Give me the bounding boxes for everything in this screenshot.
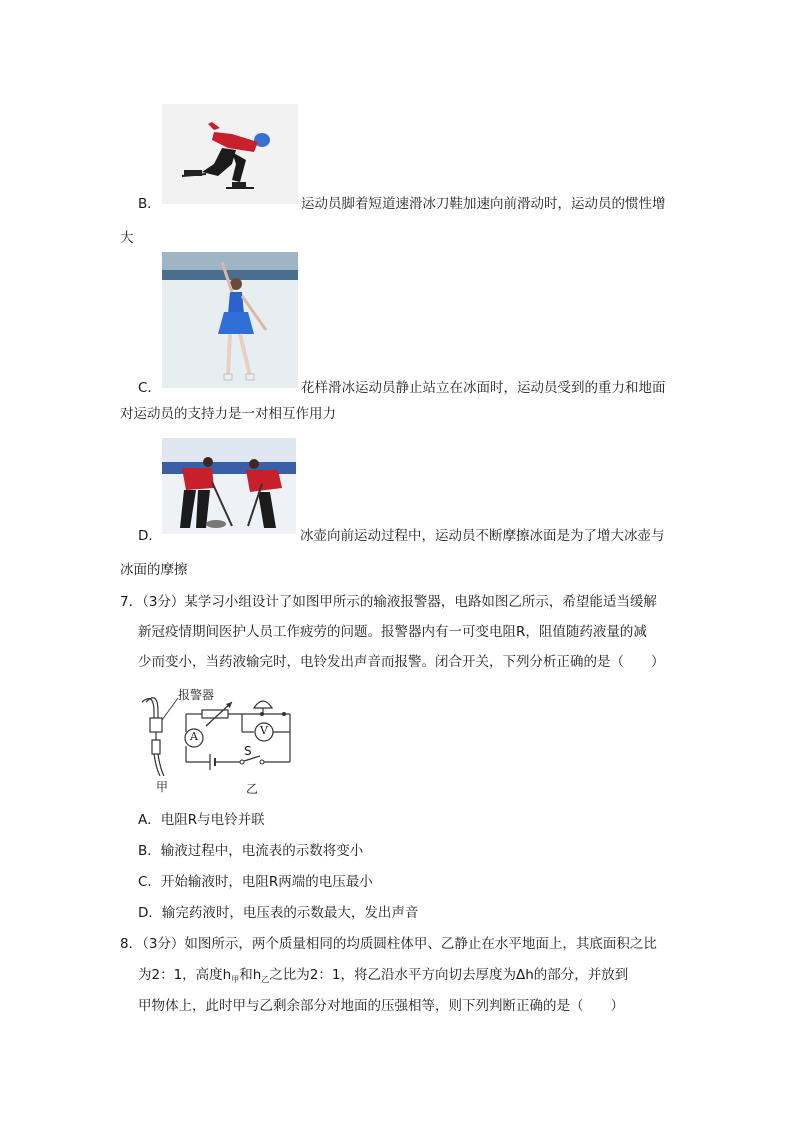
- option-c-text-line2: 对运动员的支持力是一对相互作用力: [120, 406, 336, 422]
- option-d-letter: D．: [138, 528, 162, 544]
- question-8-stem-line1: 8．（3分）如图所示，两个质量相同的均质圆柱体甲、乙静止在水平地面上，其底面积之比: [120, 936, 657, 952]
- q8-line2-part1: 为2：1，高度h: [138, 967, 232, 983]
- question-8-stem-line2: [138, 965, 628, 990]
- circuit-figure: [136, 684, 326, 796]
- option-b-text-line1: 运动员脚着短道速滑冰刀鞋加速向前滑动时，运动员的惯性增: [301, 196, 666, 212]
- curling-photo: [162, 438, 296, 534]
- figure-jia-caption: 甲: [156, 780, 169, 794]
- question-7-stem-line3: 少而变小，当药液输完时，电铃发出声音而报警。闭合开关，下列分析正确的是（ ）: [138, 654, 665, 670]
- voltmeter-symbol: V: [260, 724, 268, 737]
- q8-line2-part3: 之比为2：1，将乙沿水平方向切去厚度为Δh的部分，并放到: [269, 967, 629, 983]
- q8-subscript-yi: 乙: [261, 975, 270, 984]
- q8-line2-part2: 和h: [239, 967, 262, 983]
- question-7-option-a: A．电阻R与电铃并联: [138, 812, 265, 828]
- figure-yi-caption: 乙: [246, 782, 259, 796]
- option-c-text-line1: 花样滑冰运动员静止站立在冰面时，运动员受到的重力和地面: [301, 380, 666, 396]
- speed-skater-photo: [162, 104, 298, 204]
- alarm-label: 报警器: [178, 688, 215, 702]
- option-d-text-line1: 冰壶向前运动过程中，运动员不断摩擦冰面是为了增大冰壶与: [300, 528, 665, 544]
- ammeter-symbol: A: [190, 730, 198, 743]
- question-7-stem-line2: 新冠疫情期间医护人员工作疲劳的问题。报警器内有一可变电阻R，阻值随药液量的减: [138, 624, 647, 640]
- switch-label: S: [244, 744, 252, 758]
- q8-subscript-jia: 甲: [231, 975, 240, 984]
- question-7-stem-line1: 7．（3分）某学习小组设计了如图甲所示的输液报警器，电路如图乙所示，希望能适当缓解: [120, 594, 657, 610]
- question-7-option-c: C．开始输液时，电阻R两端的电压最小: [138, 874, 373, 890]
- question-7-option-b: B．输液过程中，电流表的示数将变小: [138, 843, 364, 859]
- question-7-option-d: D．输完药液时，电压表的示数最大，发出声音: [138, 905, 419, 921]
- option-b-letter: B．: [138, 196, 161, 212]
- option-d-text-line2: 冰面的摩擦: [120, 562, 188, 578]
- figure-skater-photo: [162, 252, 298, 388]
- option-b-text-line2: 大: [120, 230, 134, 246]
- question-8-stem-line3: 甲物体上，此时甲与乙剩余部分对地面的压强相等，则下列判断正确的是（ ）: [138, 998, 624, 1014]
- option-c-letter: C．: [138, 380, 161, 396]
